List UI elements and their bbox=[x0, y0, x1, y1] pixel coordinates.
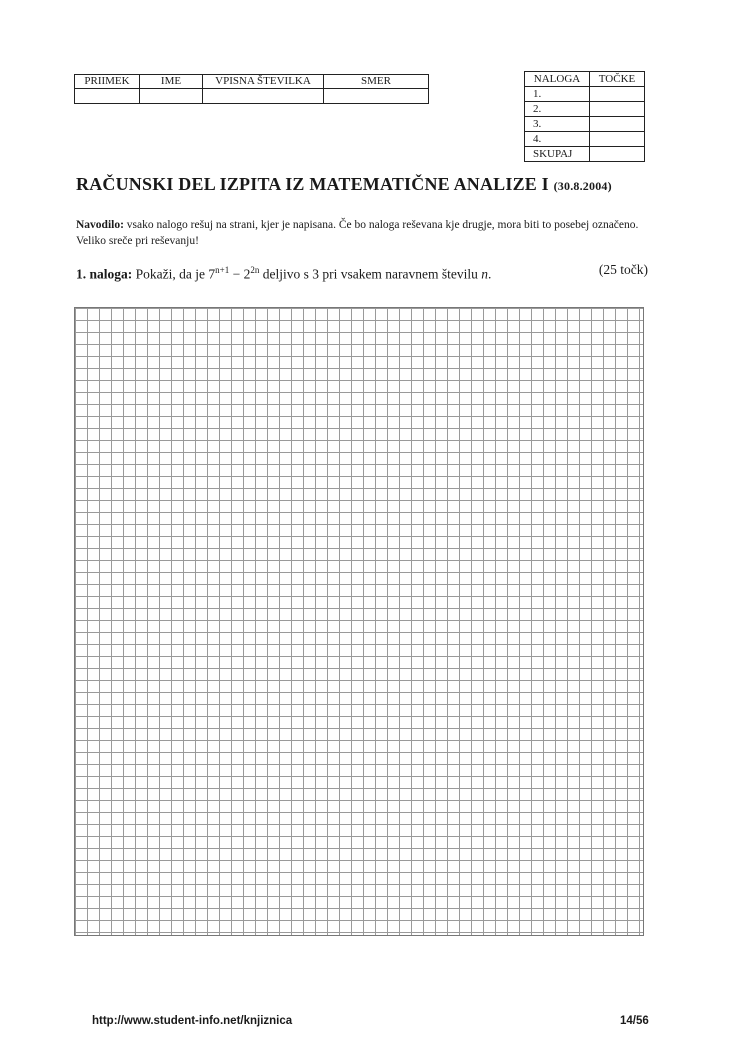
instructions-label: Navodilo: bbox=[76, 219, 124, 231]
header-vpisna-stevilka: VPISNA ŠTEVILKA bbox=[203, 75, 324, 89]
header-naloga: NALOGA bbox=[525, 72, 590, 87]
problem-points: (25 točk) bbox=[598, 262, 648, 277]
instructions bbox=[76, 217, 648, 249]
answer-grid[interactable] bbox=[74, 307, 644, 936]
score-cell[interactable] bbox=[590, 102, 645, 117]
header-priimek: PRIIMEK bbox=[75, 75, 140, 89]
footer-url: http://www.student-info.net/knjiznica bbox=[92, 1015, 293, 1027]
score-row-label: 2. bbox=[525, 102, 590, 117]
page-number: 14/56 bbox=[620, 1015, 649, 1027]
problem-variable: n bbox=[481, 266, 489, 282]
score-table bbox=[524, 71, 645, 162]
problem-text-mid: − 2 bbox=[229, 266, 251, 282]
problem-text-before: Pokaži, da je 7 bbox=[135, 266, 216, 282]
field-priimek[interactable] bbox=[75, 89, 140, 104]
problem-label: 1. naloga: bbox=[76, 266, 133, 282]
field-vpisna-stevilka[interactable] bbox=[203, 89, 324, 104]
score-cell[interactable] bbox=[590, 132, 645, 147]
score-row-label: 4. bbox=[525, 132, 590, 147]
score-total-cell[interactable] bbox=[590, 147, 645, 162]
score-row-label: 1. bbox=[525, 87, 590, 102]
score-row-label: SKUPAJ bbox=[525, 147, 590, 162]
score-cell[interactable] bbox=[590, 87, 645, 102]
title-date: (30.8.2004) bbox=[553, 179, 612, 193]
field-smer[interactable] bbox=[324, 89, 429, 104]
problem-exponent-1: n+1 bbox=[215, 265, 230, 275]
problem-end: . bbox=[488, 266, 492, 282]
problem-exponent-2: 2n bbox=[250, 265, 260, 275]
title-text: RAČUNSKI DEL IZPITA IZ MATEMATIČNE ANALIZE I bbox=[76, 174, 549, 194]
page-title bbox=[76, 174, 612, 195]
header-ime: IME bbox=[140, 75, 203, 89]
instructions-text: vsako nalogo rešuj na strani, kjer je napisana. Če bo naloga reševana kje drugje, mora biti to posebej označeno. Veliko sreče pri reševanju! bbox=[76, 219, 639, 247]
student-info-table bbox=[74, 74, 429, 104]
header-tocke: TOČKE bbox=[590, 72, 645, 87]
problem-text-after: deljivo s 3 pri vsakem naravnem številu bbox=[259, 266, 482, 282]
header-smer: SMER bbox=[324, 75, 429, 89]
score-row-label: 3. bbox=[525, 117, 590, 132]
score-cell[interactable] bbox=[590, 117, 645, 132]
problem-statement bbox=[76, 262, 648, 283]
field-ime[interactable] bbox=[140, 89, 203, 104]
